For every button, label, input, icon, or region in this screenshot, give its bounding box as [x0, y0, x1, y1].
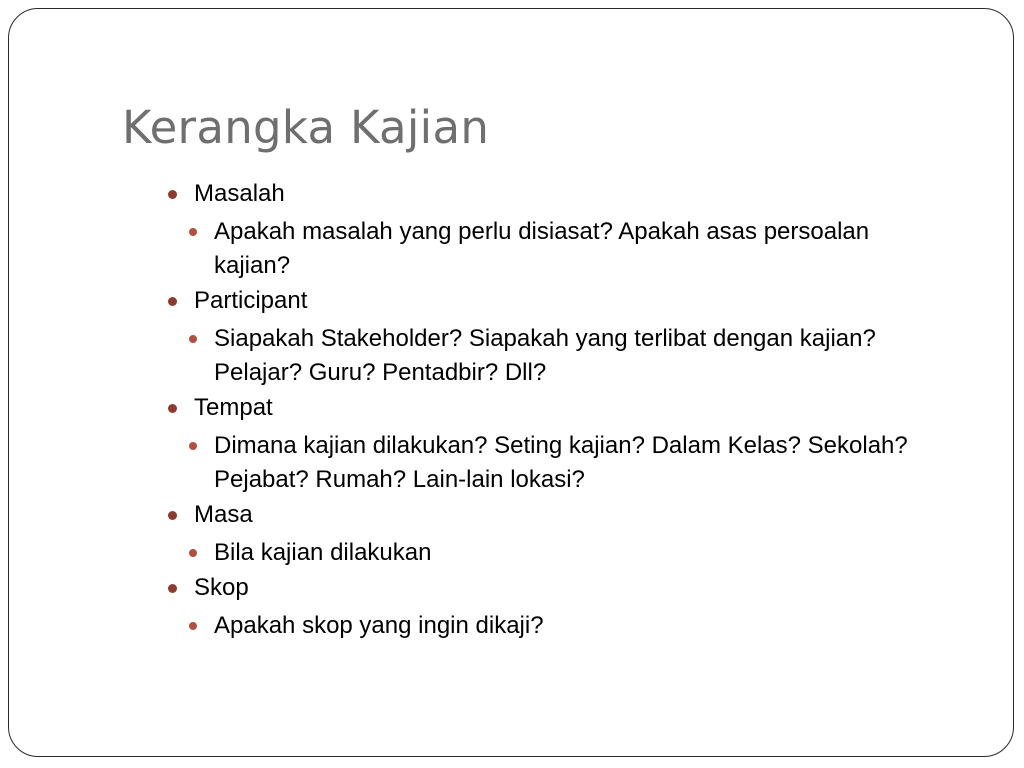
sub-bullet-dot-icon: [189, 335, 197, 343]
bullet-dot-icon: [168, 404, 177, 413]
sub-bullet-text: Apakah skop yang ingin dikaji?: [214, 612, 544, 639]
bullet-item-masalah: [159, 177, 939, 211]
bullet-item-tempat: [159, 391, 939, 425]
bullet-item-participant: [159, 284, 939, 318]
bullet-dot-icon: [168, 297, 177, 306]
sub-bullet-item: [159, 609, 939, 643]
bullet-dot-icon: [168, 190, 177, 199]
sub-bullet-item: [159, 322, 939, 390]
bullet-list: [159, 177, 939, 644]
sub-bullet-text: Bila kajian dilakukan: [214, 539, 432, 566]
sub-bullet-item: [159, 536, 939, 570]
bullet-item-skop: [159, 571, 939, 605]
bullet-label: Tempat: [194, 394, 273, 421]
sub-bullet-dot-icon: [189, 442, 197, 450]
sub-bullet-dot-icon: [189, 622, 197, 630]
sub-bullet-text: Apakah masalah yang perlu disiasat? Apakah asas persoalan kajian?: [214, 218, 870, 279]
bullet-dot-icon: [168, 511, 177, 520]
slide-title: Kerangka Kajian: [122, 101, 490, 154]
sub-bullet-item: [159, 429, 939, 497]
sub-bullet-dot-icon: [189, 549, 197, 557]
slide-frame: [8, 8, 1014, 757]
sub-bullet-dot-icon: [189, 228, 197, 236]
sub-bullet-text: Dimana kajian dilakukan? Seting kajian? Dalam Kelas? Sekolah? Pejabat? Rumah? Lain-lain lokasi?: [214, 432, 908, 493]
bullet-label: Participant: [194, 287, 308, 314]
bullet-dot-icon: [168, 584, 177, 593]
sub-bullet-item: [159, 215, 939, 283]
sub-bullet-text: Siapakah Stakeholder? Siapakah yang terlibat dengan kajian? Pelajar? Guru? Pentadbir? Dll?: [214, 325, 876, 386]
bullet-label: Skop: [194, 574, 249, 601]
bullet-item-masa: [159, 498, 939, 532]
bullet-label: Masa: [194, 501, 253, 528]
bullet-label: Masalah: [194, 180, 285, 207]
